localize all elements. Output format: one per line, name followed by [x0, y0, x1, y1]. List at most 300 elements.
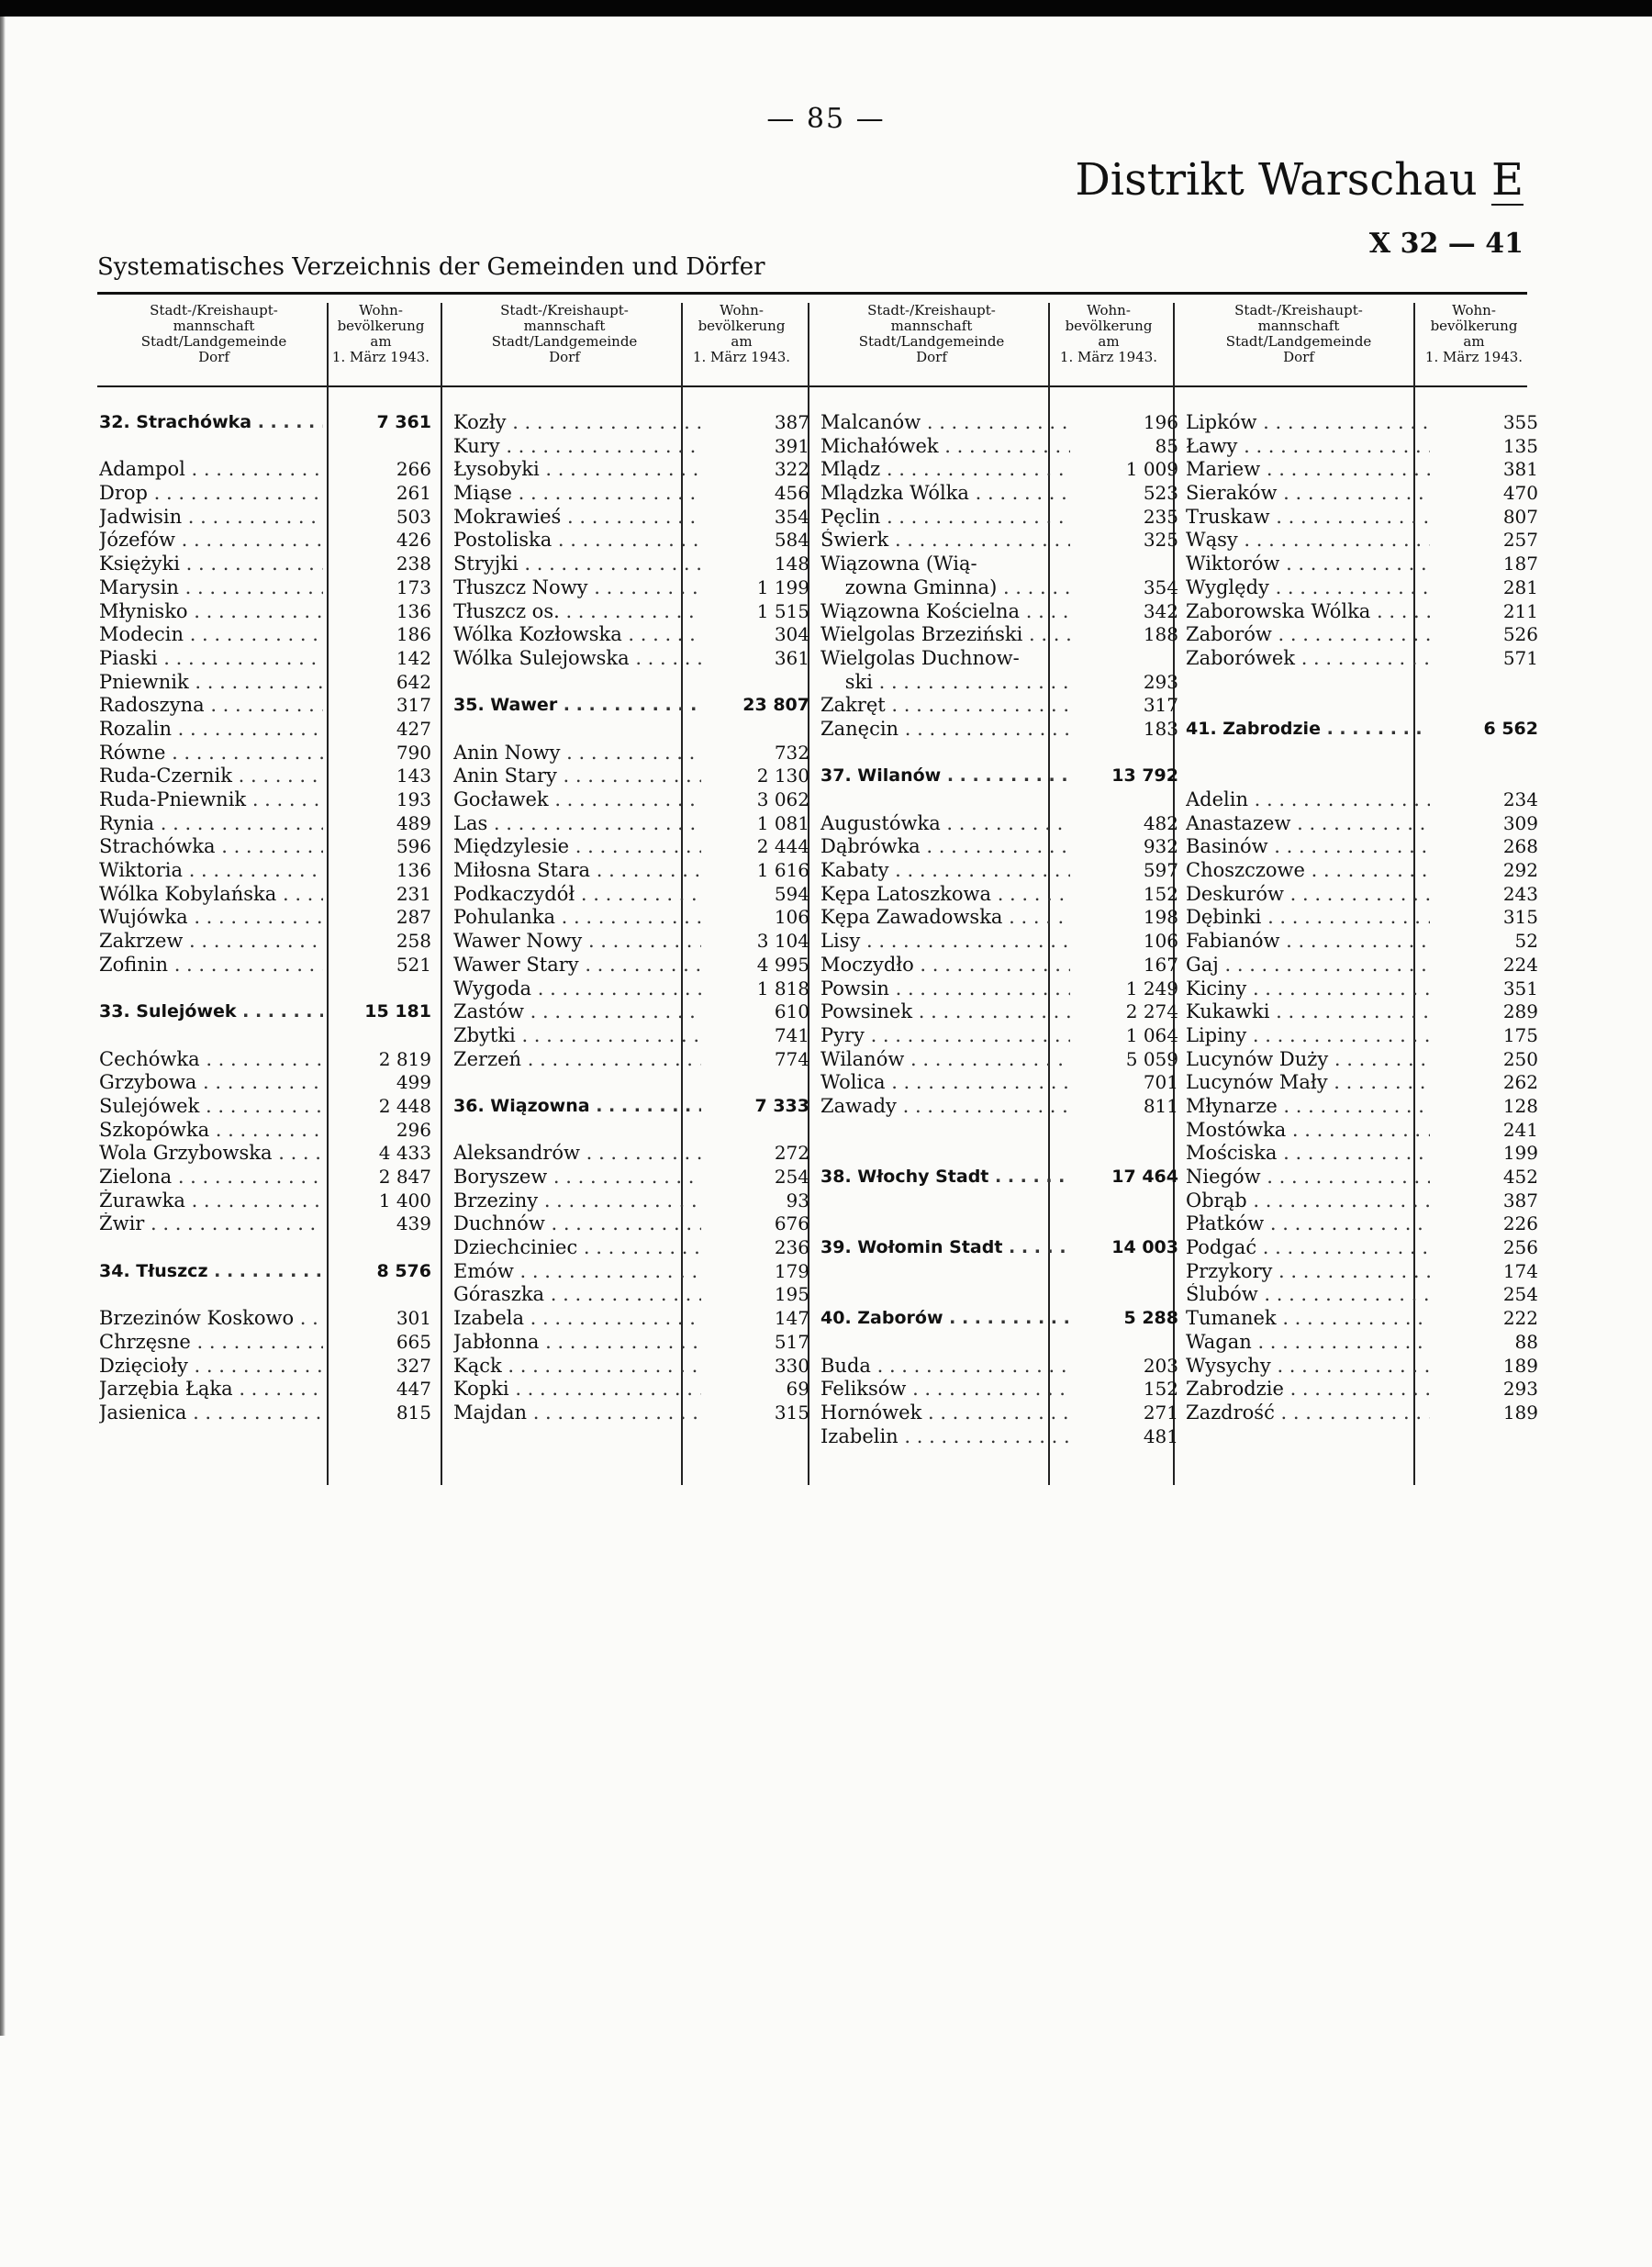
dorf-name: Podgać . . .: [1186, 1236, 1430, 1260]
dorf-name: [1186, 742, 1430, 765]
population-value: 258: [396, 930, 431, 953]
dorf-name: Jadwisin . . .: [99, 506, 323, 530]
dorf-row: [820, 977, 1178, 1001]
dorf-row: [453, 600, 809, 624]
population-value: 503: [396, 505, 431, 528]
dorf-row: [99, 788, 431, 812]
population-value: 521: [396, 953, 431, 976]
header-name-1: Stadt-/Kreishaupt- mannschaft Stadt/Landgemeinde Dorf: [140, 302, 287, 365]
dorf-name: Płatków . . .: [1186, 1212, 1430, 1236]
dorf-name: [820, 1212, 1070, 1236]
dorf-name: Tłuszcz os. . . .: [453, 600, 701, 624]
population-value: 315: [1502, 906, 1538, 929]
population-value: 152: [1143, 882, 1178, 905]
dorf-name: Sieraków . . .: [1186, 482, 1430, 506]
dorf-name: [820, 1142, 1070, 1166]
dorf-name: [453, 718, 701, 742]
dorf-row: [99, 835, 431, 859]
dorf-name: Marysin . . .: [99, 576, 323, 600]
district-title: [1075, 154, 1524, 206]
dorf-row: [99, 1095, 431, 1119]
dorf-name: zowna Gminna) . . .: [820, 576, 1070, 600]
dorf-row: [99, 906, 431, 930]
population-value: 6 562: [1483, 718, 1538, 739]
spacer-row: [453, 1119, 809, 1143]
dorf-name: Wólka Kobylańska . . .: [99, 883, 323, 907]
population-value: 272: [774, 1142, 809, 1165]
dorf-row: [453, 788, 809, 812]
population-value: 268: [1502, 835, 1538, 858]
dorf-name: Pyry . . .: [820, 1024, 1070, 1048]
dorf-row: [1186, 1000, 1538, 1024]
dorf-row: [1186, 1071, 1538, 1095]
population-value: 790: [396, 741, 431, 764]
dorf-row: [1186, 1236, 1538, 1260]
dorf-name: Zofinin . . .: [99, 954, 323, 977]
population-value: 289: [1502, 1000, 1538, 1023]
gemeinde-name: 39. Wołomin Stadt . . .: [820, 1236, 1070, 1260]
dorf-name: Niegów . . .: [1186, 1166, 1430, 1189]
dorf-row: [453, 835, 809, 859]
population-value: 322: [774, 458, 809, 481]
population-value: 351: [1502, 977, 1538, 999]
entry-range: X 32 — 41: [1368, 228, 1524, 260]
population-value: 2 130: [756, 765, 809, 787]
dorf-name: [820, 1331, 1070, 1355]
gemeinde-column-1: [99, 411, 431, 1425]
dorf-row: [99, 883, 431, 907]
dorf-row: [1186, 1142, 1538, 1166]
section-letter: E: [1490, 154, 1524, 206]
dorf-row: [99, 1071, 431, 1095]
dorf-row: [820, 435, 1178, 459]
dorf-name: Jarzębia Łąka . . .: [99, 1378, 323, 1402]
dorf-name: [99, 1236, 323, 1260]
dorf-name: Księżyki . . .: [99, 553, 323, 576]
population-value: 571: [1502, 646, 1538, 669]
dorf-row: [453, 411, 809, 435]
dorf-row: [1186, 930, 1538, 954]
population-value: 224: [1502, 953, 1538, 976]
dorf-row: [453, 1142, 809, 1166]
population-value: 23 807: [742, 695, 809, 716]
dorf-row: [453, 883, 809, 907]
dorf-name: Malcanów . . .: [820, 411, 1070, 435]
dorf-row: [820, 1402, 1178, 1425]
dorf-name: Kabaty . . .: [820, 859, 1070, 883]
dorf-row: [453, 1189, 809, 1213]
population-value: 231: [396, 882, 431, 905]
population-value: 381: [1502, 458, 1538, 481]
dorf-row: [1186, 1189, 1538, 1213]
dorf-row: [820, 506, 1178, 530]
population-value: [1070, 1189, 1178, 1213]
header-name-2: Stadt-/Kreishaupt- mannschaft Stadt/Landgemeinde Dorf: [491, 302, 638, 365]
dorf-row: [1186, 553, 1538, 576]
population-value: [701, 718, 809, 742]
dorf-row: [820, 1000, 1178, 1024]
dorf-name: Mokrawieś . . .: [453, 506, 701, 530]
population-value: 325: [1143, 529, 1178, 552]
dorf-name: Podkaczydół . . .: [453, 883, 701, 907]
population-value: 281: [1502, 575, 1538, 598]
dorf-row: [453, 765, 809, 788]
population-value: 15 181: [364, 1001, 431, 1022]
gemeinde-name: 34. Tłuszcz . . .: [99, 1260, 323, 1284]
dorf-name: Kąck . . .: [453, 1355, 701, 1379]
dorf-name: Truskaw . . .: [1186, 506, 1430, 530]
population-value: 136: [396, 859, 431, 882]
page-number: — 85 —: [766, 103, 886, 135]
gemeinde-row: [99, 1000, 431, 1024]
population-value: 3 104: [756, 930, 809, 953]
dorf-row: [820, 859, 1178, 883]
dorf-row: [453, 977, 809, 1001]
dorf-name: Aleksandrów . . .: [453, 1142, 701, 1166]
population-value: 266: [396, 458, 431, 481]
dorf-row: [1186, 529, 1538, 553]
population-value: 447: [396, 1378, 431, 1401]
dorf-name: Równe . . .: [99, 742, 323, 765]
dorf-row: [820, 835, 1178, 859]
dorf-name: [820, 742, 1070, 765]
population-value: 315: [774, 1401, 809, 1424]
scan-top-border: [0, 0, 1652, 17]
population-value: 222: [1502, 1307, 1538, 1330]
dorf-name: Żwir . . .: [99, 1212, 323, 1236]
dorf-name: Kiciny . . .: [1186, 977, 1430, 1001]
dorf-name: Duchnów . . .: [453, 1212, 701, 1236]
population-value: 293: [1143, 670, 1178, 693]
dorf-row: [453, 1048, 809, 1072]
dorf-name: Przykory . . .: [1186, 1260, 1430, 1284]
dorf-name: Lipków . . .: [1186, 411, 1430, 435]
population-value: [1430, 765, 1538, 788]
population-value: 85: [1155, 434, 1178, 457]
population-value: 701: [1143, 1071, 1178, 1094]
dorf-row: [820, 600, 1178, 624]
dorf-name: Brzezinów Koskowo . . .: [99, 1307, 323, 1331]
dorf-name: Dzięcioły . . .: [99, 1355, 323, 1379]
gemeinde-row: [99, 411, 431, 435]
dorf-row: [99, 600, 431, 624]
dorf-name: Michałówek . . .: [820, 435, 1070, 459]
dorf-row: [99, 1142, 431, 1166]
dorf-row: [1186, 859, 1538, 883]
population-value: 183: [1143, 717, 1178, 740]
population-value: 241: [1502, 1118, 1538, 1141]
dorf-row: [1186, 623, 1538, 647]
dorf-name: Zaborów . . .: [1186, 623, 1430, 647]
dorf-row: [99, 694, 431, 718]
population-value: 211: [1502, 599, 1538, 622]
population-value: 815: [396, 1401, 431, 1424]
dorf-name: Modecin . . .: [99, 623, 323, 647]
dorf-row: [1186, 1212, 1538, 1236]
dorf-name: Boryszew . . .: [453, 1166, 701, 1189]
header-population-4: Wohn- bevölkerung am 1. März 1943.: [1424, 302, 1524, 365]
dorf-name: Brzeziny . . .: [453, 1189, 701, 1213]
dorf-row: [1186, 1095, 1538, 1119]
dorf-row: [1186, 1331, 1538, 1355]
header-population-2: Wohn- bevölkerung am 1. März 1943.: [692, 302, 791, 365]
population-value: 152: [1143, 1378, 1178, 1401]
population-value: 4 433: [378, 1142, 431, 1165]
population-value: 7 361: [376, 412, 431, 432]
population-value: 167: [1143, 953, 1178, 976]
dorf-row: [99, 765, 431, 788]
dorf-name: Mlądz . . .: [820, 458, 1070, 482]
population-value: 3 062: [756, 788, 809, 810]
dorf-name: Wólka Sulejowska . . .: [453, 647, 701, 671]
population-value: 489: [396, 811, 431, 834]
spacer-row: [820, 1283, 1178, 1307]
population-value: 287: [396, 906, 431, 929]
dorf-row: [453, 506, 809, 530]
population-value: 470: [1502, 482, 1538, 505]
dorf-name: Rozalin . . .: [99, 718, 323, 742]
dorf-name: Tumanek . . .: [1186, 1307, 1430, 1331]
spacer-row: [99, 1283, 431, 1307]
gemeinde-name: 32. Strachówka . . .: [99, 411, 323, 435]
population-value: 52: [1514, 930, 1538, 953]
dorf-row: [453, 647, 809, 671]
gemeinde-name: 41. Zabrodzie . . .: [1186, 718, 1430, 742]
dorf-row: [1186, 411, 1538, 435]
dorf-row: [1186, 482, 1538, 506]
dorf-name: Zawady . . .: [820, 1095, 1070, 1119]
dorf-row: [99, 954, 431, 977]
dorf-name: Las . . .: [453, 812, 701, 836]
dorf-row: [453, 1166, 809, 1189]
population-value: 1 616: [756, 859, 809, 882]
dorf-name: [453, 1119, 701, 1143]
dorf-name: Zbytki . . .: [453, 1024, 701, 1048]
gemeinde-name: 35. Wawer . . .: [453, 694, 701, 718]
dorf-row: [99, 930, 431, 954]
dorf-row: [99, 1307, 431, 1331]
population-value: 254: [1502, 1283, 1538, 1306]
population-value: 1 818: [756, 977, 809, 999]
header-population-3: Wohn- bevölkerung am 1. März 1943.: [1059, 302, 1158, 365]
population-value: 173: [396, 575, 431, 598]
population-value: [1430, 742, 1538, 765]
header-name-3: Stadt-/Kreishaupt- mannschaft Stadt/Landgemeinde Dorf: [858, 302, 1005, 365]
population-value: 732: [774, 741, 809, 764]
dorf-row: [1186, 1355, 1538, 1379]
population-value: [701, 671, 809, 695]
gemeinde-row: [99, 1260, 431, 1284]
population-value: 179: [774, 1259, 809, 1282]
dorf-row: [99, 576, 431, 600]
dorf-name: Deskurów . . .: [1186, 883, 1430, 907]
population-value: 256: [1502, 1236, 1538, 1259]
dorf-row: [820, 1095, 1178, 1119]
spacer-row: [820, 1119, 1178, 1143]
dorf-name: Międzylesie . . .: [453, 835, 701, 859]
dorf-name: Wyględy . . .: [1186, 576, 1430, 600]
dorf-name: Cechówka . . .: [99, 1048, 323, 1072]
spacer-row: [99, 977, 431, 1001]
dorf-name: Wujówka . . .: [99, 906, 323, 930]
dorf-row: [1186, 600, 1538, 624]
dorf-row: [820, 576, 1178, 600]
dorf-row: [1186, 906, 1538, 930]
dorf-name: Młynisko . . .: [99, 600, 323, 624]
population-value: 330: [774, 1354, 809, 1377]
dorf-row: [820, 553, 1178, 576]
spacer-row: [820, 1142, 1178, 1166]
dorf-row: [453, 1212, 809, 1236]
dorf-name: Zakręt . . .: [820, 694, 1070, 718]
dorf-name: Chrzęsne . . .: [99, 1331, 323, 1355]
dorf-row: [1186, 458, 1538, 482]
dorf-row: [99, 647, 431, 671]
population-value: 610: [774, 1000, 809, 1023]
spacer-row: [1186, 765, 1538, 788]
gemeinde-row: [820, 1166, 1178, 1189]
spacer-row: [99, 435, 431, 459]
population-value: 317: [396, 694, 431, 717]
population-value: 499: [396, 1071, 431, 1094]
population-value: 523: [1143, 482, 1178, 505]
gemeinde-column-3: [820, 411, 1178, 1448]
dorf-name: Szkopówka . . .: [99, 1119, 323, 1143]
dorf-row: [820, 1071, 1178, 1095]
population-value: 174: [1502, 1259, 1538, 1282]
population-value: [1070, 553, 1178, 576]
gemeinde-name: 40. Zaborów . . .: [820, 1307, 1070, 1331]
dorf-row: [1186, 647, 1538, 671]
population-value: 186: [396, 623, 431, 646]
dorf-row: [1186, 1283, 1538, 1307]
dorf-row: [820, 954, 1178, 977]
gemeinde-name: 33. Sulejówek . . .: [99, 1000, 323, 1024]
gemeinde-row: [820, 1236, 1178, 1260]
dorf-row: [453, 1402, 809, 1425]
dorf-name: Lipiny . . .: [1186, 1024, 1430, 1048]
dorf-name: Mostówka . . .: [1186, 1119, 1430, 1143]
dorf-row: [99, 718, 431, 742]
dorf-name: Żurawka . . .: [99, 1189, 323, 1213]
spacer-row: [820, 1260, 1178, 1284]
dorf-name: Młynarze . . .: [1186, 1095, 1430, 1119]
population-value: 517: [774, 1330, 809, 1353]
population-value: [323, 1024, 431, 1048]
population-value: 5 288: [1123, 1308, 1178, 1329]
dorf-row: [820, 1378, 1178, 1402]
dorf-name: Dąbrówka . . .: [820, 835, 1070, 859]
population-value: 147: [774, 1307, 809, 1330]
dorf-name: Wiktoria . . .: [99, 859, 323, 883]
population-value: 203: [1143, 1354, 1178, 1377]
dorf-row: [99, 1119, 431, 1143]
spacer-row: [820, 742, 1178, 765]
population-value: 584: [774, 529, 809, 552]
spacer-row: [820, 1189, 1178, 1213]
dorf-name: Gocławek . . .: [453, 788, 701, 812]
dorf-name: [1186, 765, 1430, 788]
spacer-row: [820, 1212, 1178, 1236]
dorf-name: [820, 1189, 1070, 1213]
dorf-name: Miąse . . .: [453, 482, 701, 506]
population-value: 1 009: [1125, 458, 1178, 481]
population-value: 439: [396, 1212, 431, 1235]
dorf-row: [820, 1355, 1178, 1379]
dorf-row: [820, 647, 1178, 671]
dorf-row: [453, 1355, 809, 1379]
dorf-name: Wolica . . .: [820, 1071, 1070, 1095]
dorf-name: Moczydło . . .: [820, 954, 1070, 977]
dorf-name: Zaborowska Wólka . . .: [1186, 600, 1430, 624]
gemeinde-column-4: [1186, 411, 1538, 1425]
dorf-row: [453, 1283, 809, 1307]
dorf-name: Buda . . .: [820, 1355, 1070, 1379]
dorf-name: Grzybowa . . .: [99, 1071, 323, 1095]
population-value: 596: [396, 835, 431, 858]
population-value: 481: [1143, 1424, 1178, 1447]
dorf-row: [820, 1024, 1178, 1048]
population-value: 361: [774, 646, 809, 669]
dorf-name: Basinów . . .: [1186, 835, 1430, 859]
population-value: 5 059: [1125, 1047, 1178, 1070]
population-value: 17 464: [1111, 1167, 1178, 1187]
population-value: 199: [1502, 1142, 1538, 1165]
dorf-name: [820, 788, 1070, 812]
population-value: 106: [774, 906, 809, 929]
dorf-name: Kępa Zawadowska . . .: [820, 906, 1070, 930]
dorf-name: Wagan . . .: [1186, 1331, 1430, 1355]
dorf-row: [453, 1307, 809, 1331]
dorf-name: Ławy . . .: [1186, 435, 1430, 459]
spacer-row: [453, 1071, 809, 1095]
dorf-row: [1186, 1307, 1538, 1331]
population-value: [1070, 1142, 1178, 1166]
population-value: 642: [396, 670, 431, 693]
dorf-row: [453, 954, 809, 977]
population-value: [1070, 1119, 1178, 1143]
dorf-row: [453, 1331, 809, 1355]
dorf-row: [453, 529, 809, 553]
population-value: 187: [1502, 553, 1538, 575]
population-value: 304: [774, 623, 809, 646]
dorf-name: Choszczowe . . .: [1186, 859, 1430, 883]
population-value: 387: [774, 411, 809, 433]
gemeinde-row: [453, 1095, 809, 1119]
dorf-name: Mościska . . .: [1186, 1142, 1430, 1166]
dorf-name: Wygoda . . .: [453, 977, 701, 1001]
population-value: 296: [396, 1118, 431, 1141]
gemeinde-row: [820, 1307, 1178, 1331]
dorf-name: Izabela . . .: [453, 1307, 701, 1331]
spacer-row: [99, 1024, 431, 1048]
dorf-name: Lisy . . .: [820, 930, 1070, 954]
population-value: 292: [1502, 859, 1538, 882]
population-value: 482: [1143, 811, 1178, 834]
dorf-name: Piaski . . .: [99, 647, 323, 671]
dorf-row: [453, 435, 809, 459]
dorf-row: [453, 1024, 809, 1048]
population-value: 188: [1143, 623, 1178, 646]
dorf-row: [1186, 435, 1538, 459]
population-value: 2 847: [378, 1166, 431, 1188]
dorf-row: [1186, 1048, 1538, 1072]
dorf-name: Lucynów Mały . . .: [1186, 1071, 1430, 1095]
spacer-row: [1186, 694, 1538, 718]
dorf-name: [1186, 694, 1430, 718]
dorf-row: [1186, 1402, 1538, 1425]
dorf-name: Wólka Kozłowska . . .: [453, 623, 701, 647]
